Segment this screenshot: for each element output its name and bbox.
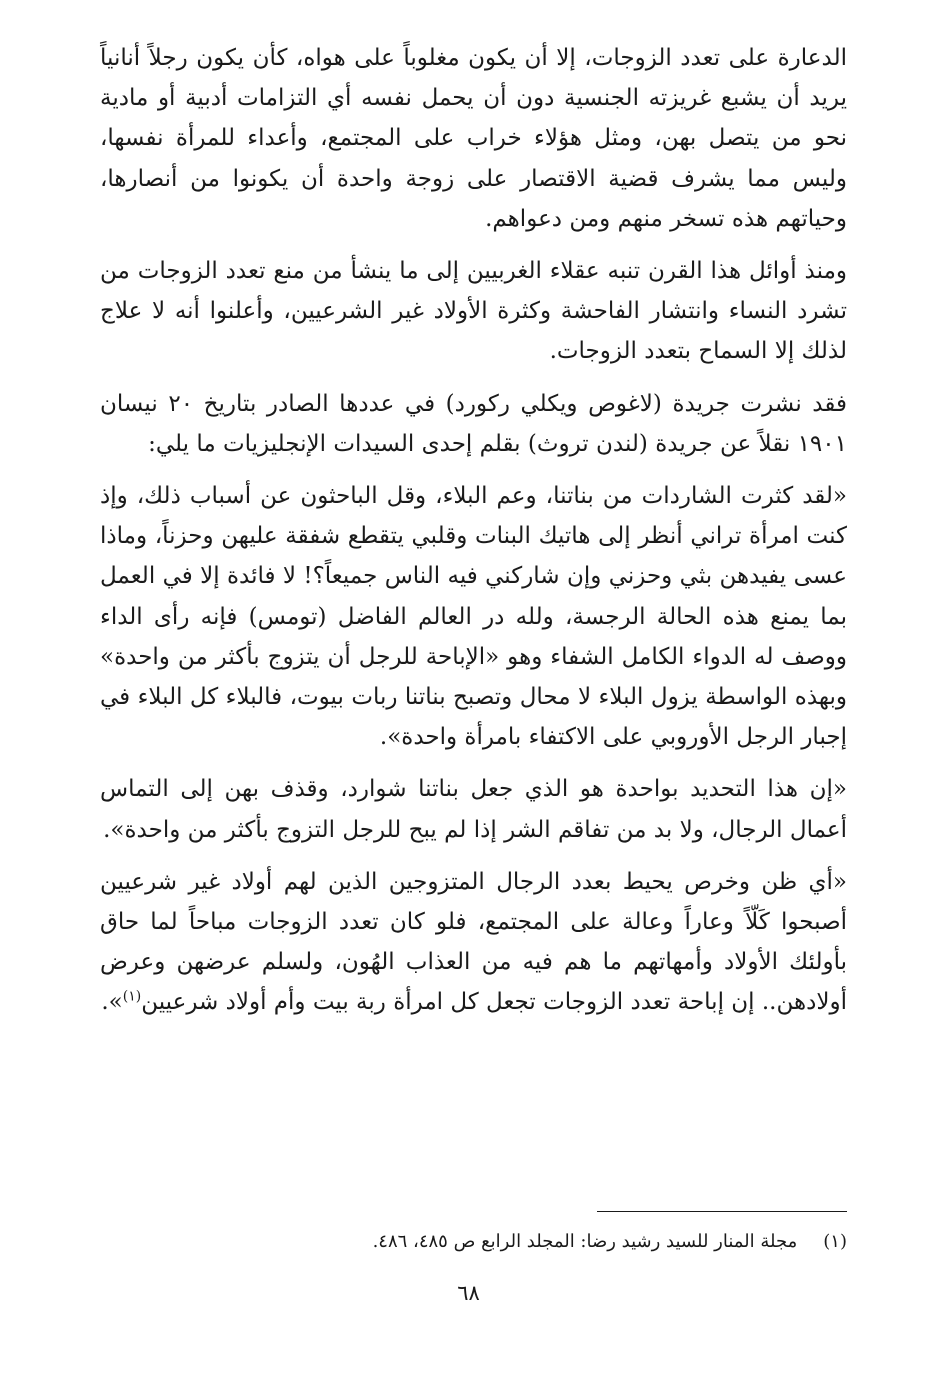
paragraph-5-quote [100,769,847,849]
footnote-reference[interactable]: (١) [122,988,142,1005]
paragraph-1 [100,38,847,239]
footnote-divider [597,1211,847,1212]
paragraph-6-text: «أي ظن وخرص يحيط بعدد الرجال المتزوجين الذين لهم أولاد غير شرعيين أصبحوا كَلّاً وعاراً وعالة على المجتمع، فلو كان تعدد الزوجات مباحاً لما حاق بأولئك الأولاد وأمهاتهم ما هم فيه من العذاب الهُون، ولسلم عرضهن وعرض أولادهن.. إن إباحة تعدد الزوجات تجعل كل امرأة ربة بيت وأم أولاد شرعيين [100,868,847,1016]
footnote [100,1229,847,1255]
paragraph-4-quote [100,476,847,757]
paragraph-1-text: الدعارة على تعدد الزوجات، إلا أن يكون مغلوباً على هواه، كأن يكون رجلاً أنانياً يريد أن يشبع غريزته الجنسية دون أن يحمل نفسه أي التزامات أدبية أو مادية نحو من يتصل بهن، ومثل هؤلاء خراب على المجتمع، وأعداء للمرأة نفسها، وليس مما يشرف قضية الاقتصار على زوجة واحدة أن يكونوا من أنصارها، وحياتهم هذه تسخر منهم ومن دعواهم. [100,45,847,232]
paragraph-2-text: ومنذ أوائل هذا القرن تنبه عقلاء الغربيين إلى ما ينشأ من منع تعدد الزوجات من تشرد النساء وانتشار الفاحشة وكثرة الأولاد غير الشرعيين، وأعلنوا أنه لا علاج لذلك إلا السماح بتعدد الزوجات. [100,258,847,365]
paragraph-2 [100,251,847,372]
paragraph-5-text: «إن هذا التحديد بواحدة هو الذي جعل بناتنا شوارد، وقذف بهن إلى التماس أعمال الرجال، ولا بد من تفاقم الشر إذا لم يبح للرجل التزوج بأكثر من واحدة». [100,776,847,843]
paragraph-4-text: «لقد كثرت الشاردات من بناتنا، وعم البلاء، وقل الباحثون عن أسباب ذلك، وإذ كنت امرأة تراني أنظر إلى هاتيك البنات وقلبي يتقطع شفقة عليهن وحزناً، وماذا عسى يفيدهن بثي وحزني وإن شاركني فيه الناس جميعاً؟! لا فائدة إلا في العمل بما يمنع هذه الحالة الرجسة، ولله در العالم الفاضل (تومس) فإنه رأى الداء ووصف له الدواء الكامل الشفاء وهو «الإباحة للرجل أن يتزوج بأكثر من واحدة» وبهذه الواسطة يزول البلاء لا محال وتصبح بناتنا ربات بيوت، فالبلاء كل البلاء في إجبار الرجل الأوروبي على الاكتفاء بامرأة واحدة». [100,483,847,751]
page-body [100,38,847,1035]
paragraph-3-text: فقد نشرت جريدة (لاغوص ويكلي ركورد) في عددها الصادر بتاريخ ٢٠ نيسان ١٩٠١ نقلاً عن جريدة (لندن تروث) بقلم إحدى السيدات الإنجليزيات ما يلي: [100,390,847,457]
paragraph-6-tail: ». [101,989,123,1016]
footnote-number: (١) [823,1231,847,1252]
paragraph-3 [100,384,847,464]
paragraph-6-quote [100,862,847,1023]
footnote-text: مجلة المنار للسيد رشيد رضا: المجلد الرابع ص ٤٨٥، ٤٨٦. [372,1231,798,1252]
page-number: ٦٨ [457,1281,480,1305]
